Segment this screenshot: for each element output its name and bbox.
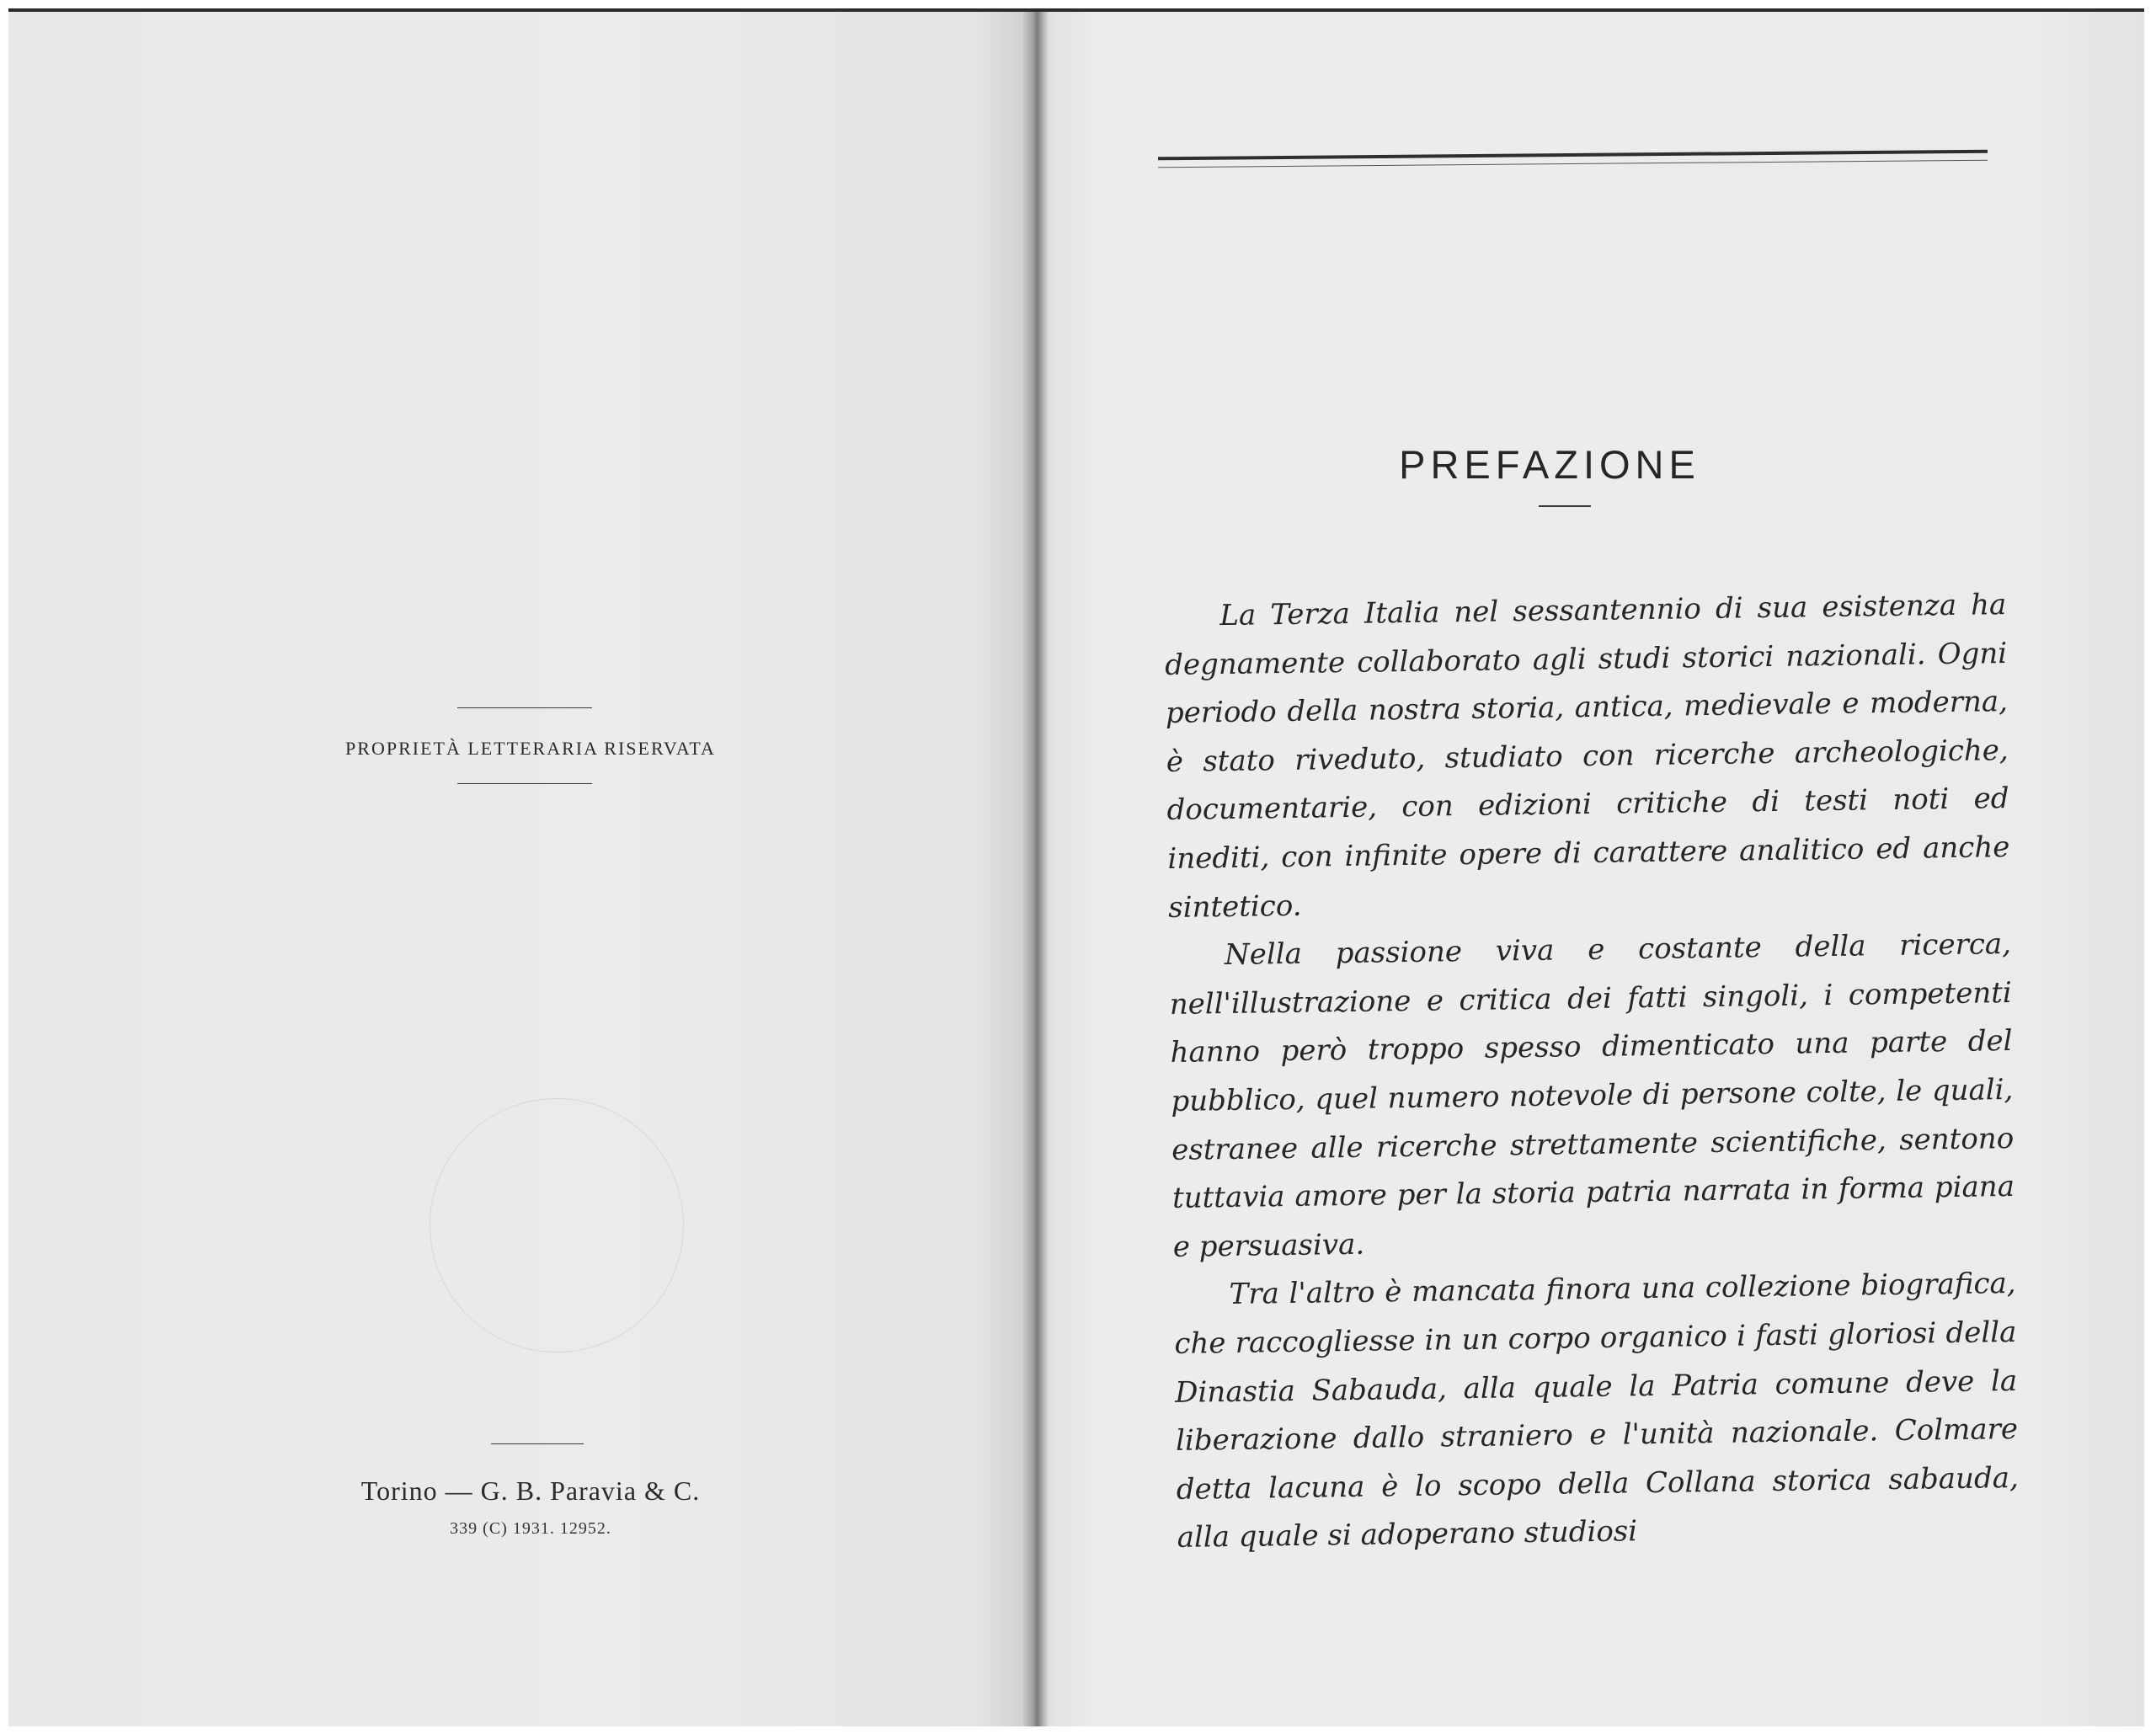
- imprint-code: 339 (C) 1931. 12952.: [450, 1519, 611, 1538]
- book-gutter: [1023, 12, 1049, 1726]
- left-page: [8, 12, 1027, 1726]
- embossed-seal: [430, 1098, 684, 1353]
- publisher-imprint: Torino — G. B. Paravia & C.: [360, 1475, 701, 1506]
- copyright-bottom-rule: [457, 783, 592, 784]
- copyright-notice: PROPRIETÀ LETTERARIA RISERVATA: [345, 738, 716, 759]
- imprint-top-rule: [491, 1443, 584, 1444]
- preface-paragraph: Tra l'altro è mancata finora una collezione biografica, che raccogliesse in un corpo organico i fasti gloriosi della Dinastia Sabauda, alla quale la Patria comune deve la liberazione dallo straniero e l'unità nazionale. Colmare detta lacuna è lo scopo della Collana storica sabauda, alla quale si adoperano studiosi: [1174, 1267, 2020, 1555]
- page-title: PREFAZIONE: [1399, 442, 1700, 487]
- title-underline: [1539, 505, 1591, 507]
- header-rule-thin: [1158, 160, 1988, 168]
- header-rule: [1158, 150, 1988, 161]
- preface-paragraph: La Terza Italia nel sessantennio di sua esistenza ha degnamente collaborato agli studi storici nazionali. Ogni periodo della nostra storia, antica, medievale e moderna, è stato riveduto, studiato con ricerche archeologiche, documentarie, con edizioni critiche di testi noti ed inediti, con infinite opere di carattere analitico ed anche sintetico.: [1164, 588, 2010, 925]
- preface-body: [1164, 581, 2020, 1563]
- book-spread: [8, 8, 2144, 1726]
- copyright-top-rule: [457, 707, 592, 708]
- preface-paragraph: Nella passione viva e costante della ricerca, nell'illustrazione e critica dei fatti singoli, i competenti hanno però troppo spesso dimenticato una parte del pubblico, quel numero notevole di persone colte, le quali, estranee alle ricerche strettamente scientifiche, sentono tuttavia amore per la storia patria narrata in forma piana e persuasiva.: [1169, 927, 2015, 1264]
